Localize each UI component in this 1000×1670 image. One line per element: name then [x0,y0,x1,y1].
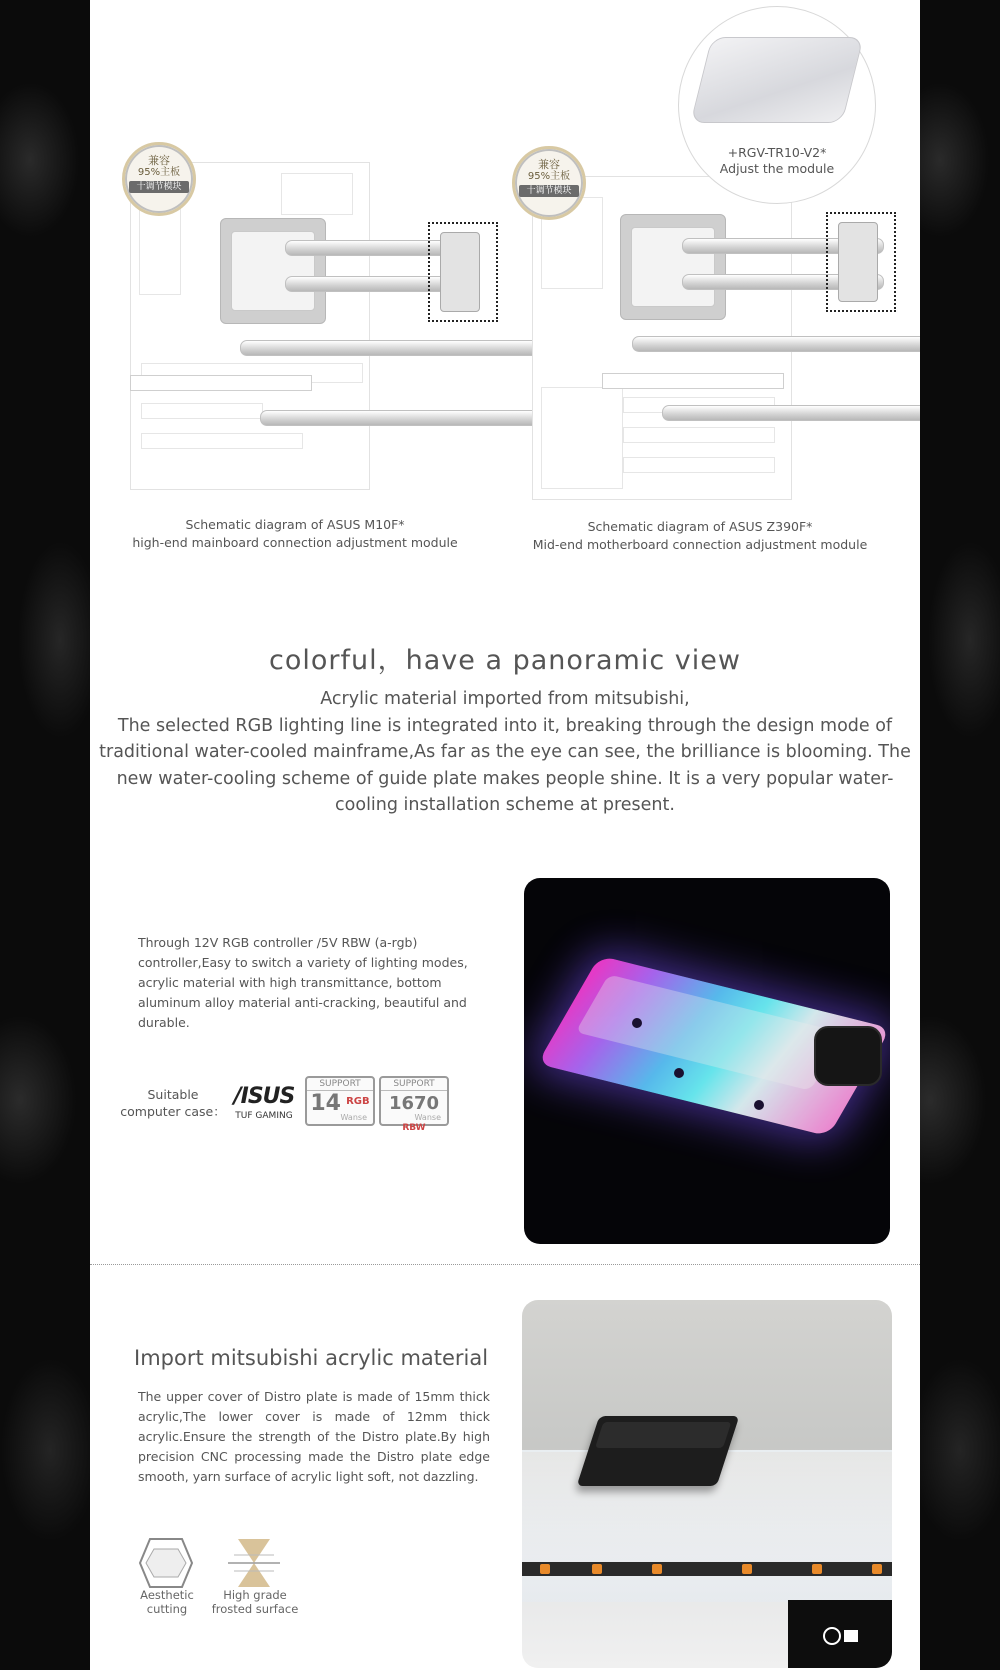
pipe [662,405,920,421]
acrylic-description: The upper cover of Distro plate is made of 15mm thick acrylic,The lower cover is made of 12mm thick acrylic.Ensure the strength of the Distro plate.By high precision CNC processing made the Distro plate edge smooth, yarn surface of acrylic light soft, not dazzling. [138,1389,490,1484]
compatibility-badge-right [512,146,586,220]
badge-line2: 95%主板 [527,171,571,182]
rail [130,375,312,391]
inset-label [679,145,875,177]
cpu-block-right [620,214,726,320]
pipe [260,410,550,426]
inset-line2: Adjust the module [719,161,835,176]
adjustment-module-right [826,212,896,312]
tuf-gaming-label: TUF GAMING [235,1111,293,1121]
caption-line1: Schematic diagram of ASUS Z390F* [587,519,813,534]
support-num: 1670 [388,1093,440,1114]
suitable-line1: Suitable [147,1087,199,1102]
support-num: 14 [310,1091,341,1116]
badge-line1: 兼容 [148,154,170,167]
background-left [0,0,90,1670]
rgb-description: Through 12V RGB controller /5V RBW (a-rgb) controller,Easy to switch a variety of lighting modes, acrylic material with high transmittance, bottom aluminum alloy material anti-cracking, beautiful and durable. [138,935,468,1030]
support-top: SUPPORT [307,1078,373,1091]
caption-line2: Mid-end motherboard connection adjustment module [532,537,868,552]
caption-line2: high-end mainboard connection adjustment module [132,535,458,550]
schematic-caption-left [110,516,480,552]
schematic-caption-right [510,518,890,554]
pipe [240,340,550,356]
acrylic-title: Import mitsubishi acrylic material [134,1346,489,1370]
rgb-cable-plug [814,1026,882,1086]
module-image [690,37,863,123]
support-brand: Wanse [414,1113,441,1122]
brand-logo-icon [822,1626,862,1646]
support-brand: Wanse [340,1113,367,1122]
feature-line2: cutting [146,1602,188,1616]
badge-line3: 十调节模块 [519,185,579,197]
pipe [632,336,920,352]
module-inset-circle [678,6,876,204]
badge-line2: 95%主板 [137,167,181,178]
badge-line1: 兼容 [538,158,560,171]
inset-line1: +RGV-TR10-V2* [727,145,827,160]
suitable-line2: computer case： [120,1104,226,1119]
black-cover-block [577,1416,740,1486]
cpu-block-left [220,218,326,324]
caption-line1: Schematic diagram of ASUS M10F* [185,517,405,532]
feature-aesthetic-cutting [122,1588,212,1616]
support-top: SUPPORT [381,1078,447,1091]
badge-line3: 十调节模块 [129,181,189,193]
support-tag: RBW [402,1123,426,1133]
led-strip [522,1562,892,1576]
asus-tuf-logo [228,1086,300,1121]
hourglass-icon [224,1535,284,1591]
rail [602,373,784,389]
adjustment-module-left [428,222,498,322]
suitable-label [118,1086,228,1120]
feature-line2: frosted surface [211,1602,299,1616]
rgb-distro-plate-photo [524,878,890,1244]
acrylic-plate-photo [522,1300,892,1668]
hexagon-icon [136,1535,196,1591]
support-rgb-badge [305,1076,375,1126]
section-divider [90,1264,920,1265]
colorful-body: Acrylic material imported from mitsubishi, The selected RGB lighting line is integrated into it, breaking through the design mode of traditional water-cooled mainframe,As far as the eye can see, the brilliance is blooming. The new water-cooling scheme of guide plate makes people shine. It is a very popular water-cooling installation scheme at present. [99,689,911,815]
support-tag: RGB [346,1096,370,1107]
asus-wordmark: /ISUS [233,1084,295,1109]
product-page [90,0,920,1670]
feature-line1: High grade [223,1588,287,1602]
feature-line1: Aesthetic [140,1588,194,1602]
compatibility-badge-left [122,142,196,216]
support-rbw-badge [379,1076,449,1133]
feature-frosted-surface [210,1588,300,1616]
background-right [910,0,1000,1670]
colorful-title: colorful，have a panoramic view [269,645,741,676]
